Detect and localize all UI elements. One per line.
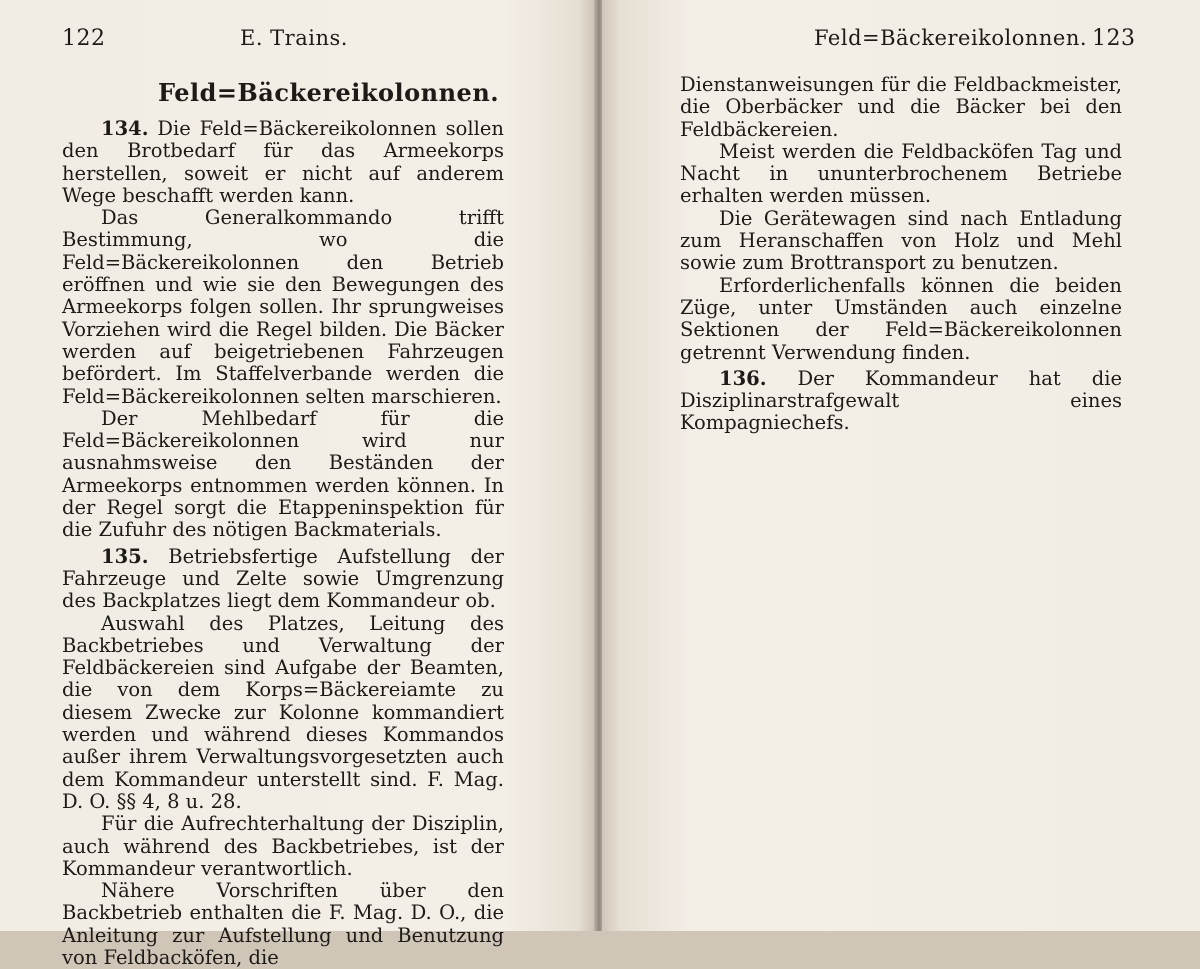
paragraph [62,546,504,613]
paragraph-text: Der Mehlbedarf für die Feld=Bäckereikolonnen wird nur ausnahmsweise den Beständen der Armeekorps entnommen werden können. In der Regel sorgt die Etappeninspektion für die Zufuhr des nötigen Backmaterials. [62,406,504,542]
paragraph-text: Erforderlichenfalls können die beiden Züge, unter Umständen auch einzelne Sektionen der Feld=Bäckereikolonnen getrennt Verwendung finden. [680,273,1122,364]
paragraph [62,408,504,542]
chapter-heading: Feld=Bäckereikolonnen. [158,78,500,107]
paragraph-text: Meist werden die Feldbacköfen Tag und Nacht in ununterbrochenem Betriebe erhalten werden müssen. [680,139,1122,208]
paragraph-text: Dienstanweisungen für die Feldbackmeister, die Oberbäcker und die Bäcker bei den Feldbäckereien. [680,73,1122,141]
paragraph-text: Das Generalkommando trifft Bestimmung, wo die Feld=Bäckereikolonnen den Betrieb eröffnen und wie sie den Bewegungen des Armeekorps folgen sollen. Ihr sprungweises Vorziehen wird die Regel bilden. Die Bäcker werden auf beigetriebenen Fahrzeugen befördert. Im Staffelverbande werden die Feld=Bäckereikolonnen selten marschieren. [62,206,504,408]
left-page-body [62,118,504,969]
paragraph [680,141,1122,208]
page-number-right: 123 [1092,26,1136,51]
paragraph-text: Auswahl des Platzes, Leitung des Backbetriebes und Verwaltung der Feldbäckereien sind Aufgabe der Beamten, die von dem Korps=Bäckereiamte zu diesem Zwecke zur Kolonne kommandiert werden und während dieses Kommandos außer ihrem Verwaltungsvorgesetzten auch dem Kommandeur unterstellt sind. F. Mag. D. O. §§ 4, 8 u. 28. [62,611,504,813]
running-head-left: E. Trains. [240,26,348,50]
paragraph [680,208,1122,275]
paragraph [680,74,1122,141]
paragraph-text: Für die Aufrechterhaltung der Disziplin, auch während des Backbetriebes, ist der Kommandeur verantwortlich. [62,812,504,880]
section-number: 135. [101,544,149,568]
page-number-left: 122 [62,26,106,51]
paragraph [62,880,504,969]
paragraph-text: Die Feld=Bäckereikolonnen sollen den Brotbedarf für das Armeekorps herstellen, soweit er nicht auf anderem Wege beschafft werden kann. [62,117,504,207]
section-number: 134. [101,117,149,140]
paragraph-text: Der Kommandeur hat die Disziplinarstrafgewalt eines Kompagniechefs. [680,366,1122,435]
running-head-right: Feld=Bäckereikolonnen. [814,26,1088,50]
right-page-body [680,74,1122,435]
paragraph [62,207,504,408]
paragraph [680,275,1122,364]
paragraph-text: Betriebsfertige Aufstellung der Fahrzeuge und Zelte sowie Umgrenzung des Backplatzes liegt dem Kommandeur ob. [62,544,504,613]
paragraph-text: Die Gerätewagen sind nach Entladung zum Heranschaffen von Holz und Mehl sowie zum Brottransport zu benutzen. [680,206,1122,275]
paragraph [62,118,504,207]
section-number: 136. [719,366,767,390]
right-page [602,0,1200,931]
paragraph-text: Nähere Vorschriften über den Backbetrieb enthalten die F. Mag. D. O., die Anleitung zur Aufstellung und Benutzung von Feldbacköfen, die [62,879,504,969]
left-page [0,0,596,969]
paragraph [62,613,504,814]
paragraph [680,368,1122,435]
paragraph [62,813,504,880]
